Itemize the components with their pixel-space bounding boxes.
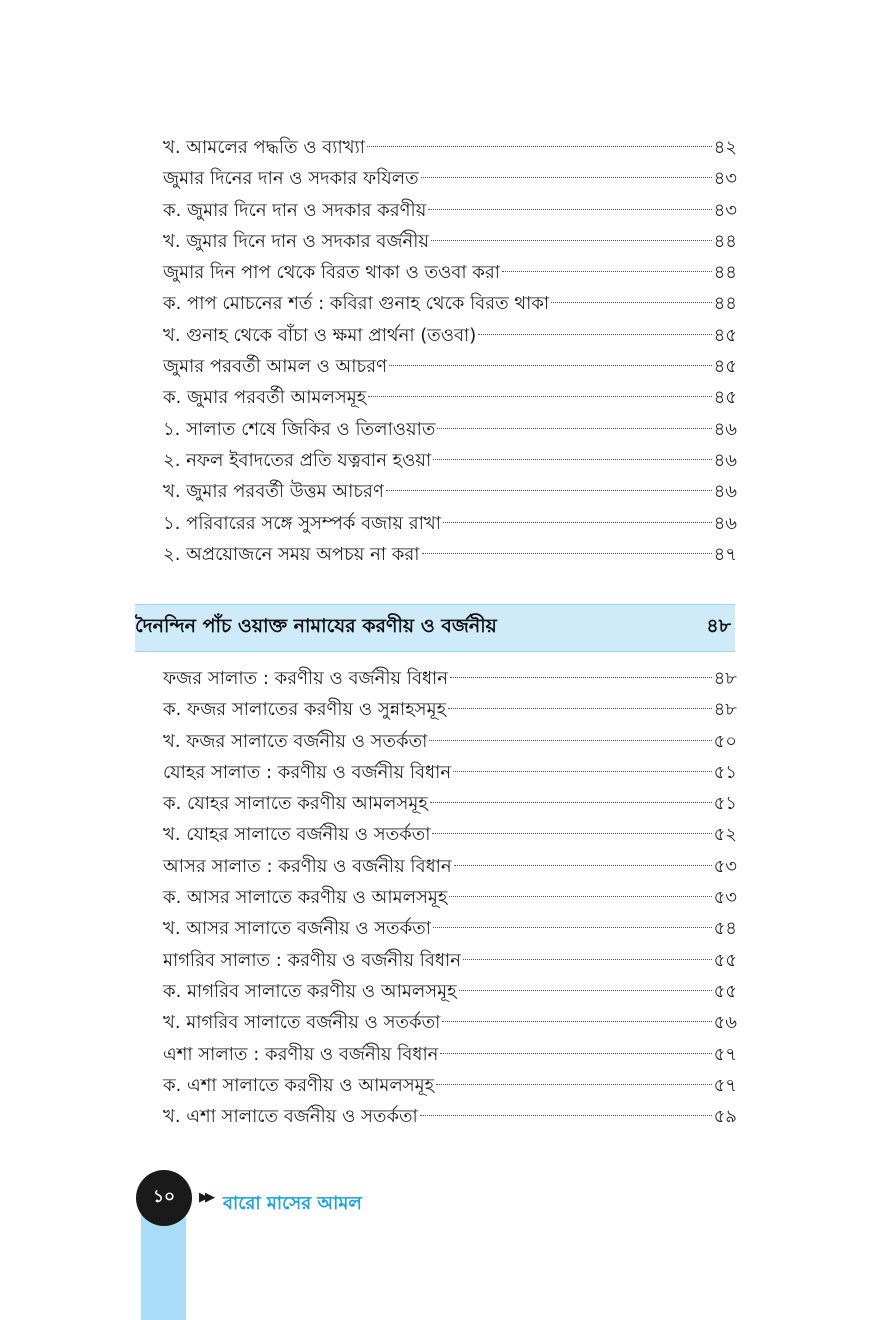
toc-entry: [163, 663, 737, 694]
toc-entry-title: ২. নফল ইবাদতের প্রতি যত্নবান হওয়া: [163, 449, 432, 471]
toc-entry-page: ৫৭: [713, 1074, 737, 1096]
dotted-leader: [448, 708, 712, 709]
dotted-leader: [430, 802, 712, 803]
toc-entry-page: ৫৯: [713, 1106, 737, 1128]
toc-entry-title: এশা সালাত : করণীয় ও বর্জনীয় বিধান: [163, 1043, 439, 1065]
dotted-leader: [449, 896, 711, 897]
dotted-leader: [551, 302, 712, 303]
toc-list-bottom: [163, 663, 737, 1132]
toc-entry: [163, 414, 737, 445]
footer-accent-strip: [141, 1210, 186, 1320]
dotted-leader: [437, 428, 711, 429]
toc-entry-page: ৪৩: [713, 168, 737, 190]
toc-entry-title: মাগরিব সালাত : করণীয় ও বর্জনীয় বিধান: [163, 949, 461, 971]
toc-entry-title: ক. যোহর সালাতে করণীয় আমলসমূহ: [163, 793, 428, 815]
toc-entry: [163, 539, 737, 570]
toc-entry: [163, 195, 737, 226]
toc-entry: [163, 257, 737, 288]
section-heading: [135, 604, 735, 652]
section-page-number: ৪৮: [706, 615, 731, 637]
page-number-badge: [136, 1170, 192, 1226]
dotted-leader: [440, 1053, 711, 1054]
toc-entry: [163, 1007, 737, 1038]
toc-entry: [163, 288, 737, 319]
toc-entry-page: ৫১: [713, 761, 737, 783]
toc-entry-page: ৫৪: [713, 918, 737, 940]
dotted-leader: [421, 177, 712, 178]
toc-entry-title: খ. আমলের পদ্ধতি ও ব্যাখ্যা: [163, 137, 366, 158]
dotted-leader: [429, 740, 711, 741]
dotted-leader: [450, 677, 712, 678]
toc-entry-title: ২. অপ্রয়োজনে সময় অপচয় না করা: [163, 543, 420, 565]
dotted-leader: [443, 522, 712, 523]
toc-entry-title: জুমার পরবর্তী আমল ও আচরণ: [163, 356, 388, 378]
toc-entry-title: ক. মাগরিব সালাতে করণীয় ও আমলসমূহ: [163, 980, 457, 1002]
dotted-leader: [453, 771, 712, 772]
toc-entry-title: খ. যোহর সালাতে বর্জনীয় ও সতর্কতা: [163, 824, 431, 846]
toc-entry-page: ৫৭: [713, 1043, 737, 1065]
toc-entry-title: খ. জুমার পরবর্তী উত্তম আচরণ: [163, 481, 384, 503]
toc-entry-title: খ. গুনাহ থেকে বাঁচা ও ক্ষমা প্রার্থনা (তওবা): [163, 324, 477, 346]
toc-entry-title: খ. আসর সালাতে বর্জনীয় ও সতর্কতা: [163, 918, 432, 940]
toc-entry: [163, 1039, 737, 1070]
dotted-leader: [431, 240, 712, 241]
toc-entry-title: ক. ফজর সালাতের করণীয় ও সুন্নাহসমূহ: [163, 699, 447, 721]
toc-entry: [163, 851, 737, 882]
toc-entry: [163, 163, 737, 194]
toc-entry: [163, 882, 737, 913]
toc-entry-page: ৪৬: [713, 512, 737, 534]
dotted-leader: [478, 334, 711, 335]
dotted-leader: [432, 833, 711, 834]
toc-entry: [163, 132, 737, 163]
toc-entry-title: যোহর সালাত : করণীয় ও বর্জনীয় বিধান: [163, 761, 452, 783]
toc-entry: [163, 1101, 737, 1132]
toc-entry-page: ৪৭: [713, 543, 737, 565]
toc-entry: [163, 945, 737, 976]
toc-entry-title: খ. ফজর সালাতে বর্জনীয় ও সতর্কতা: [163, 730, 428, 752]
toc-entry: [163, 757, 737, 788]
toc-entry-page: ৪৫: [713, 387, 737, 409]
toc-entry-page: ৪২: [713, 137, 737, 158]
toc-entry-page: ৫২: [713, 824, 737, 846]
toc-entry-page: ৪৮: [713, 668, 737, 689]
toc-entry-page: ৪৫: [713, 324, 737, 346]
toc-entry-page: ৫৫: [713, 980, 737, 1002]
page-number: ১০: [152, 1187, 176, 1207]
toc-entry-page: ৪৪: [713, 293, 737, 315]
dotted-leader: [436, 1084, 712, 1085]
toc-entry: [163, 508, 737, 539]
toc-entry-title: ফজর সালাত : করণীয় ও বর্জনীয় বিধান: [163, 668, 449, 689]
toc-entry-title: আসর সালাত : করণীয় ও বর্জনীয় বিধান: [163, 855, 452, 877]
dotted-leader: [367, 146, 712, 147]
toc-entry: [163, 913, 737, 944]
toc-entry-title: ১. পরিবারের সঙ্গে সুসম্পর্ক বজায় রাখা: [163, 512, 441, 534]
toc-list-top: [163, 132, 737, 570]
toc-entry: [163, 476, 737, 507]
toc-entry-page: ৫৬: [713, 1012, 737, 1034]
double-chevron-right-icon: ▶▶: [199, 1190, 211, 1205]
dotted-leader: [442, 1021, 711, 1022]
dotted-leader: [459, 990, 712, 991]
dotted-leader: [386, 490, 712, 491]
dotted-leader: [463, 959, 712, 960]
toc-entry: [163, 726, 737, 757]
toc-entry: [163, 1070, 737, 1101]
toc-entry: [163, 819, 737, 850]
toc-entry-title: ক. আসর সালাতে করণীয় ও আমলসমূহ: [163, 887, 448, 909]
toc-entry-title: খ. জুমার দিনে দান ও সদকার বর্জনীয়: [163, 230, 430, 252]
dotted-leader: [389, 365, 712, 366]
dotted-leader: [428, 209, 711, 210]
toc-entry-page: ৪৪: [713, 262, 737, 284]
dotted-leader: [368, 396, 711, 397]
toc-entry-page: ৫৩: [713, 855, 737, 877]
toc-entry-title: খ. মাগরিব সালাতে বর্জনীয় ও সতর্কতা: [163, 1012, 441, 1034]
dotted-leader: [454, 865, 712, 866]
toc-entry: [163, 694, 737, 725]
toc-entry: [163, 382, 737, 413]
toc-entry: [163, 320, 737, 351]
dotted-leader: [433, 459, 711, 460]
toc-entry-page: ৫৩: [713, 887, 737, 909]
toc-entry-page: ৪৮: [713, 699, 737, 721]
toc-entry-page: ৫০: [713, 730, 737, 752]
toc-entry-page: ৪৬: [713, 481, 737, 503]
toc-entry-page: ৪৪: [713, 230, 737, 252]
toc-entry-page: ৪৬: [713, 418, 737, 440]
dotted-leader: [502, 271, 712, 272]
dotted-leader: [433, 927, 712, 928]
toc-entry: [163, 445, 737, 476]
toc-entry-page: ৫৫: [713, 949, 737, 971]
toc-entry-title: ক. জুমার দিনে দান ও সদকার করণীয়: [163, 199, 427, 221]
toc-entry-title: ক. জুমার পরবর্তী আমলসমূহ: [163, 387, 367, 409]
toc-entry: [163, 788, 737, 819]
toc-entry-title: খ. এশা সালাতে বর্জনীয় ও সতর্কতা: [163, 1106, 418, 1128]
toc-entry-page: ৪৫: [713, 356, 737, 378]
toc-entry-page: ৫১: [713, 793, 737, 815]
toc-entry-title: ১. সালাত শেষে জিকির ও তিলাওয়াত: [163, 418, 436, 440]
toc-entry-title: ক. এশা সালাতে করণীয় ও আমলসমূহ: [163, 1074, 435, 1096]
dotted-leader: [420, 1115, 712, 1116]
toc-entry: [163, 226, 737, 257]
running-footer-title: বারো মাসের আমল: [223, 1193, 362, 1214]
toc-entry-title: জুমার দিনের দান ও সদকার ফযিলত: [163, 168, 419, 190]
toc-entry: [163, 976, 737, 1007]
toc-entry-page: ৪৬: [713, 449, 737, 471]
section-title: দৈনন্দিন পাঁচ ওয়াক্ত নামাযের করণীয় ও বর্জনীয়: [135, 615, 497, 637]
toc-entry: [163, 351, 737, 382]
dotted-leader: [422, 553, 712, 554]
toc-entry-title: জুমার দিন পাপ থেকে বিরত থাকা ও তওবা করা: [163, 262, 501, 284]
toc-entry-title: ক. পাপ মোচনের শর্ত : কবিরা গুনাহ থেকে বিরত থাকা: [163, 293, 550, 315]
toc-entry-page: ৪৩: [713, 199, 737, 221]
